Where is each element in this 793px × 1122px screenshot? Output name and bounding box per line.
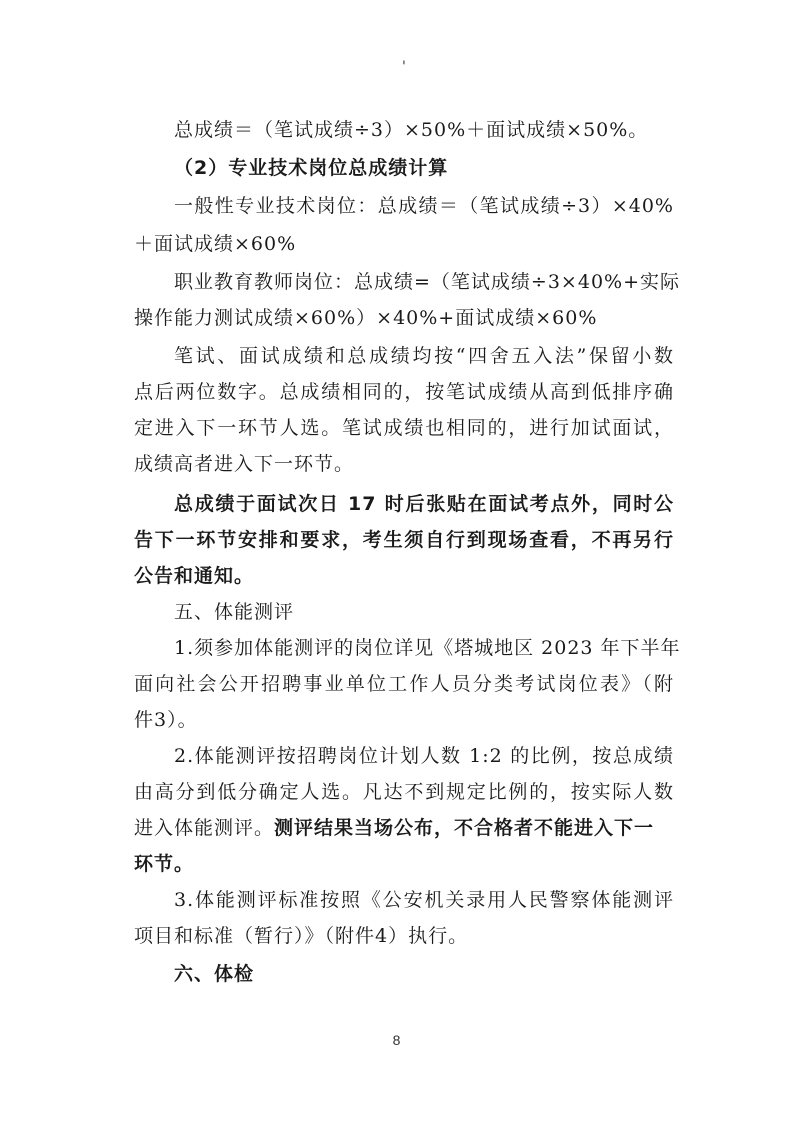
fitness-item-3-line-1: 3.体能测评标准按照《公安机关录用人民警察体能测评 <box>174 889 674 911</box>
posting-paragraph-line-3: 公告和通知。 <box>134 565 255 587</box>
section-heading-medical: 六、体检 <box>174 963 255 985</box>
header-mark: ' <box>402 59 406 75</box>
fitness-result-notice: 测评结果当场公布，不合格者不能进入下一 <box>274 817 655 839</box>
fitness-item-2-line-4: 环节。 <box>134 853 195 875</box>
formula-teacher-line-1: 职业教育教师岗位：总成绩=（笔试成绩÷3×40%+实际 <box>174 271 680 293</box>
fitness-item-2-line-2: 由高分到低分确定人选。凡达不到规定比例的，按实际人数 <box>134 781 674 803</box>
posting-paragraph-line-2: 告下一环节安排和要求，考生须自行到现场查看，不再另行 <box>134 529 674 551</box>
formula-general-line: 总成绩＝（笔试成绩÷3）×50%＋面试成绩×50%。 <box>174 119 649 141</box>
rounding-paragraph-line-2: 点后两位数字。总成绩相同的，按笔试成绩从高到低排序确 <box>134 381 674 403</box>
posting-paragraph-line-1: 总成绩于面试次日 17 时后张贴在面试考点外，同时公 <box>174 493 674 515</box>
formula-teacher-line-2: 操作能力测试成绩×60%）×40%+面试成绩×60% <box>134 307 598 329</box>
rounding-paragraph-line-4: 成绩高者进入下一环节。 <box>134 453 355 475</box>
section-heading-professional: （2）专业技术岗位总成绩计算 <box>174 157 449 179</box>
section-heading-fitness: 五、体能测评 <box>174 601 295 623</box>
page-number: 8 <box>392 1032 401 1048</box>
formula-professional-line-2: ＋面试成绩×60% <box>134 233 297 255</box>
fitness-item-3-line-2: 项目和标准（暂行）》（附件4）执行。 <box>134 925 469 947</box>
fitness-item-1-line-1: 1.须参加体能测评的岗位详见《塔城地区 2023 年下半年 <box>174 637 681 659</box>
fitness-item-2-line-3 <box>134 814 674 844</box>
fitness-item-1-line-2: 面向社会公开招聘事业单位工作人员分类考试岗位表》（附 <box>134 673 674 695</box>
formula-professional-line-1: 一般性专业技术岗位：总成绩＝（笔试成绩÷3）×40% <box>174 195 674 217</box>
rounding-paragraph-line-3: 定进入下一环节人选。笔试成绩也相同的，进行加试面试， <box>134 417 674 439</box>
fitness-item-1-line-3: 件3）。 <box>134 709 198 731</box>
fitness-item-2-line-1: 2.体能测评按招聘岗位计划人数 1:2 的比例，按总成绩 <box>174 745 674 767</box>
rounding-paragraph-line-1: 笔试、面试成绩和总成绩均按“四舍五入法”保留小数 <box>174 345 674 367</box>
fitness-item-2-text: 进入体能测评。 <box>134 817 275 839</box>
